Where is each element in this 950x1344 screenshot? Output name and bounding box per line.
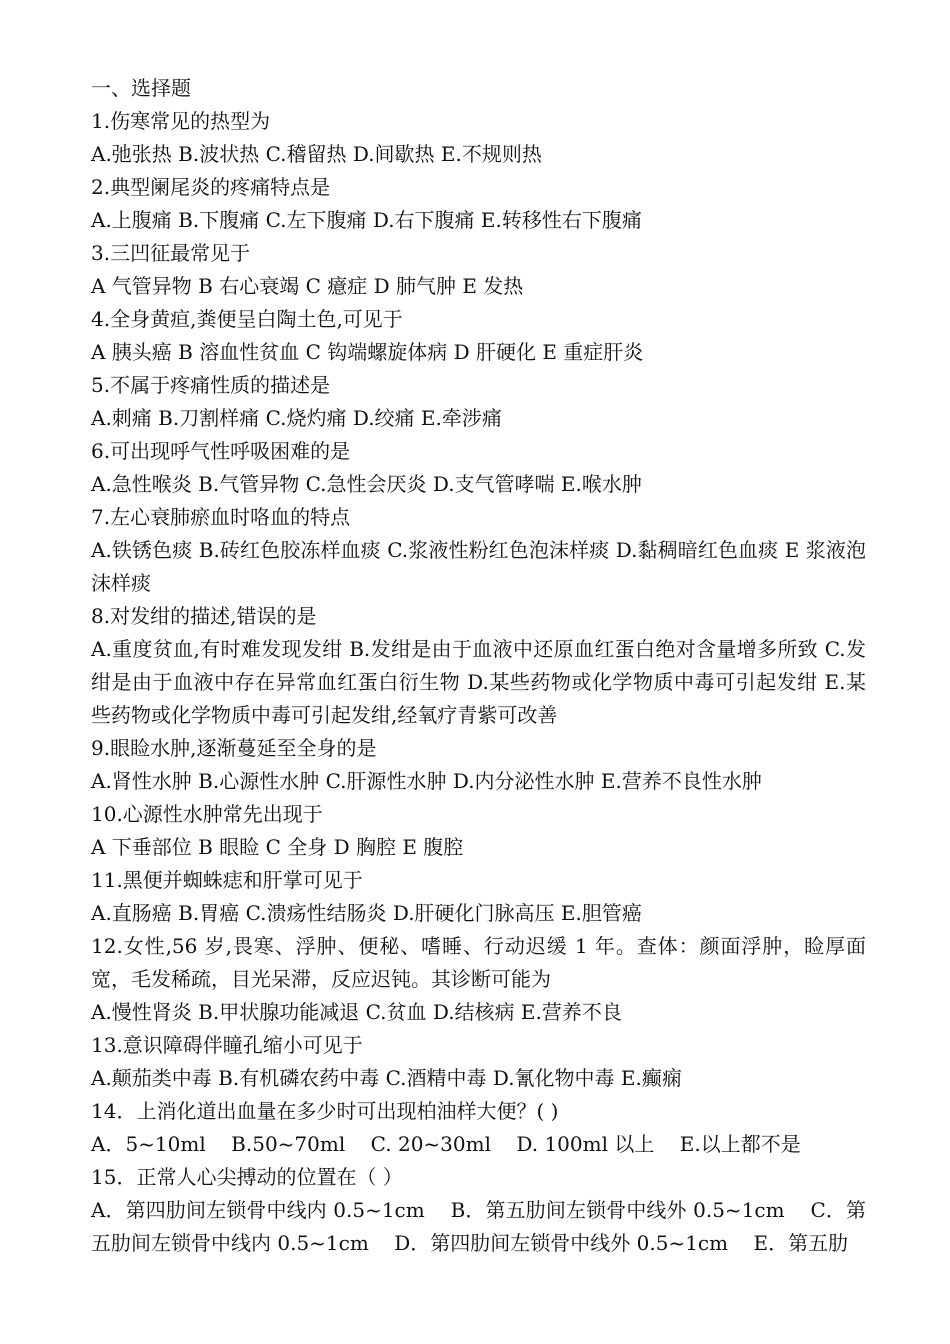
question-14-options: A．5~10ml B.50~70ml C. 20~30ml D. 100ml 以上 E.以上都不是	[91, 1132, 801, 1156]
question-5-options: A.刺痛 B.刀割样痛 C.烧灼痛 D.绞痛 E.牵涉痛	[91, 406, 502, 430]
question-10-options: A 下垂部位 B 眼睑 C 全身 D 胸腔 E 腹腔	[91, 835, 464, 859]
question-3-options: A 气管异物 B 右心衰竭 C 癔症 D 肺气肿 E 发热	[91, 274, 524, 298]
question-2-options: A.上腹痛 B.下腹痛 C.左下腹痛 D.右下腹痛 E.转移性右下腹痛	[91, 208, 642, 232]
question-2-stem: 2.典型阑尾炎的疼痛特点是	[91, 175, 331, 199]
question-15-stem: 15．正常人心尖搏动的位置在（ ）	[91, 1165, 403, 1189]
question-7-stem: 7.左心衰肺瘀血时咯血的特点	[91, 505, 351, 529]
question-6-options: A.急性喉炎 B.气管异物 C.急性会厌炎 D.支气管哮喘 E.喉水肿	[91, 472, 642, 496]
question-10-stem: 10.心源性水肿常先出现于	[91, 802, 323, 826]
question-4-stem: 4.全身黄疸,粪便呈白陶土色,可见于	[91, 307, 403, 331]
question-9-options: A.肾性水肿 B.心源性水肿 C.肝源性水肿 D.内分泌性水肿 E.营养不良性水肿	[91, 769, 762, 793]
question-1-stem: 1.伤寒常见的热型为	[91, 109, 271, 133]
question-8-options: A.重度贫血,有时难发现发绀 B.发绀是由于血液中还原血红蛋白绝对含量增多所致 C.发绀是由于血液中存在异常血红蛋白衍生物 D.某些药物或化学物质中毒可引起发绀 E.某些药物或化学物质中毒可引起发绀,经氧疗青紫可改善	[91, 637, 866, 727]
question-4-options: A 胰头癌 B 溶血性贫血 C 钩端螺旋体病 D 肝硬化 E 重症肝炎	[91, 340, 644, 364]
question-13-stem: 13.意识障碍伴瞳孔缩小可见于	[91, 1033, 363, 1057]
question-8-stem: 8.对发绀的描述,错误的是	[91, 604, 317, 628]
question-1-options: A.弛张热 B.波状热 C.稽留热 D.间歇热 E.不规则热	[91, 142, 542, 166]
question-12-stem: 12.女性,56 岁,畏寒、浮肿、便秘、嗜睡、行动迟缓 1 年。查体：颜面浮肿，睑厚面宽，毛发稀疏，目光呆滞，反应迟钝。其诊断可能为	[91, 934, 866, 991]
question-3-stem: 3.三凹征最常见于	[91, 241, 251, 265]
section-title: 一、选择题	[91, 76, 191, 100]
question-6-stem: 6.可出现呼气性呼吸困难的是	[91, 439, 351, 463]
question-11-options: A.直肠癌 B.胃癌 C.溃疡性结肠炎 D.肝硬化门脉高压 E.胆管癌	[91, 901, 642, 925]
question-5-stem: 5.不属于疼痛性质的描述是	[91, 373, 331, 397]
question-7-options: A.铁锈色痰 B.砖红色胶冻样血痰 C.浆液性粉红色泡沫样痰 D.黏稠暗红色血痰 E 浆液泡沫样痰	[91, 538, 866, 595]
question-15-options: A．第四肋间左锁骨中线内 0.5~1cm B．第五肋间左锁骨中线外 0.5~1cm C．第五肋间左锁骨中线内 0.5~1cm D．第四肋间左锁骨中线外 0.5~1cm E．第五肋	[91, 1198, 866, 1255]
question-12-options: A.慢性肾炎 B.甲状腺功能减退 C.贫血 D.结核病 E.营养不良	[91, 1000, 622, 1024]
question-9-stem: 9.眼睑水肿,逐渐蔓延至全身的是	[91, 736, 377, 760]
document-page	[91, 72, 866, 1260]
question-14-stem: 14．上消化道出血量在多少时可出现柏油样大便？( )	[91, 1099, 559, 1123]
question-13-options: A.颠茄类中毒 B.有机磷农药中毒 C.酒精中毒 D.氰化物中毒 E.癫痫	[91, 1066, 682, 1090]
question-11-stem: 11.黑便并蜘蛛痣和肝掌可见于	[91, 868, 363, 892]
